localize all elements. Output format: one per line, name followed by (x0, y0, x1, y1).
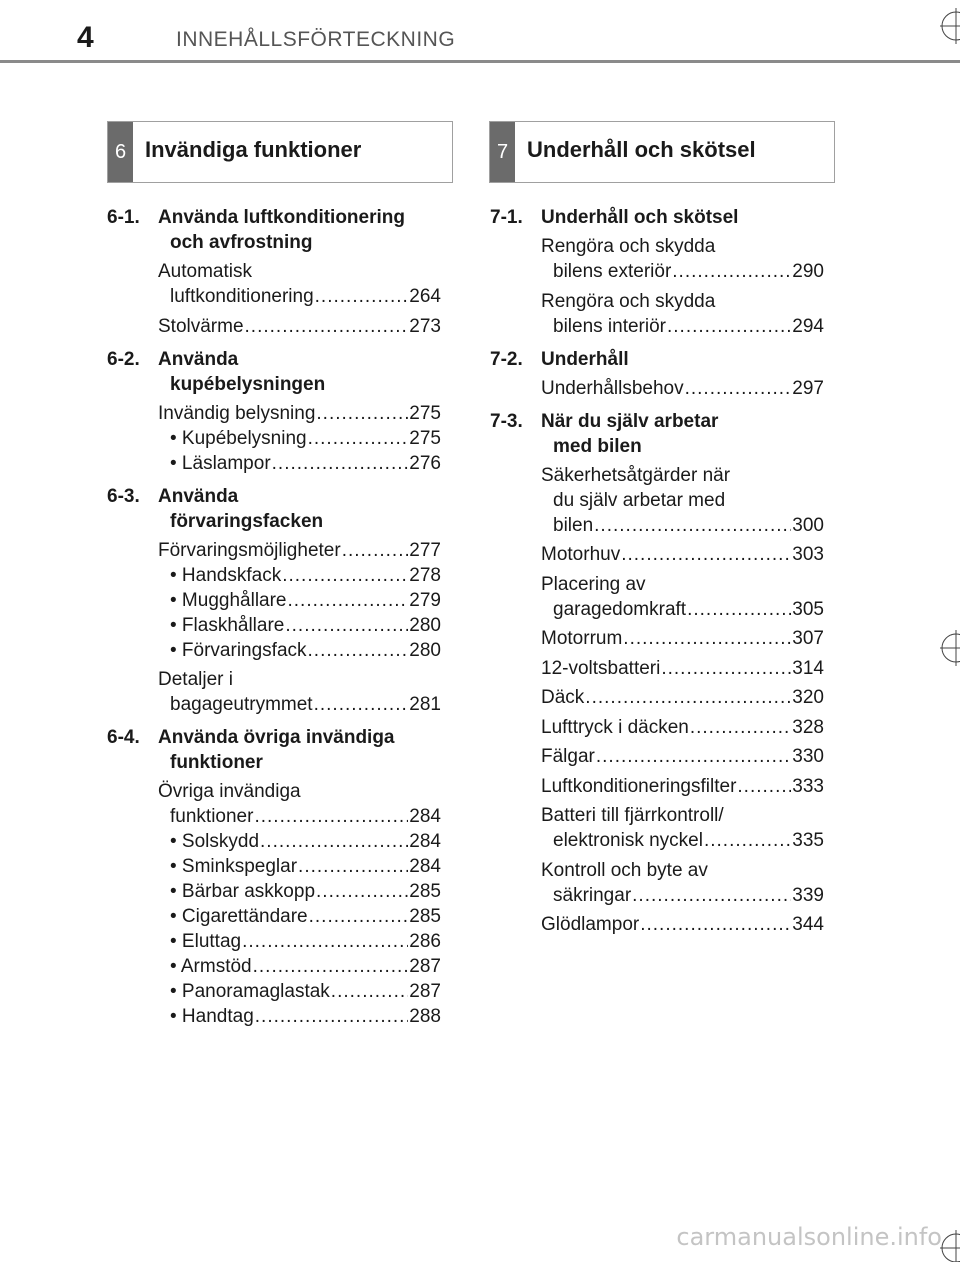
toc-bullet-entry[interactable] (107, 588, 441, 613)
entry-row (541, 376, 824, 401)
page-number-ref: 314 (792, 657, 824, 679)
entry-label: Lufttryck i däcken (541, 716, 689, 738)
subsection-code: 7-3. (490, 410, 523, 432)
page-number-ref: 281 (409, 694, 441, 715)
page-number-ref: 330 (792, 746, 824, 767)
entry-text-line: Placering av (541, 573, 646, 595)
entry-text-line: Automatisk (158, 261, 252, 282)
page-number-ref: 275 (409, 427, 441, 449)
dot-leader (672, 259, 791, 284)
page-number-ref: 284 (409, 831, 441, 852)
entry-label: Invändig belysning (158, 402, 316, 424)
subsection-title-line: förvaringsfacken (170, 510, 324, 532)
entry-row (158, 804, 441, 829)
dot-leader (690, 715, 791, 740)
page-number-ref: 280 (409, 614, 441, 636)
bullet-list (107, 829, 441, 1029)
section-header-6 (107, 121, 453, 183)
entry-label: • Sminkspeglar (170, 856, 298, 877)
toc-bullet-entry[interactable] (107, 638, 441, 663)
subsection-code: 6-2. (107, 348, 140, 370)
entry-label: Glödlampor (541, 914, 640, 935)
section-number: 7 (490, 122, 515, 182)
entry-row (541, 259, 824, 284)
page-number-ref: 277 (409, 539, 441, 561)
entry-label: • Förvaringsfack (170, 639, 307, 661)
dot-leader (331, 979, 409, 1004)
page-number-ref: 339 (792, 884, 824, 906)
dot-leader (314, 692, 409, 717)
subsection-code: 7-2. (490, 348, 523, 370)
subsection-heading[interactable] (107, 725, 441, 775)
toc-bullet-entry[interactable] (107, 563, 441, 588)
toc-entry[interactable] (490, 912, 824, 937)
entry-row (158, 401, 441, 426)
section-title: Invändiga funktioner (145, 137, 362, 162)
registration-mark-icon (940, 1226, 960, 1262)
dot-leader (288, 588, 409, 613)
page-number-ref: 287 (409, 956, 441, 977)
subsection-title (158, 484, 441, 534)
page-number-ref: 297 (792, 377, 824, 399)
subsection-code: 7-1. (490, 207, 523, 228)
entry-label: • Flaskhållare (170, 614, 285, 636)
registration-mark-icon (940, 630, 960, 666)
subsection-title-line: och avfrostning (170, 232, 313, 253)
toc-bullet-entry[interactable] (107, 451, 441, 476)
page-title: INNEHÅLLSFÖRTECKNING (176, 28, 456, 51)
subsection-title-line: Använda (158, 485, 239, 507)
dot-leader (667, 314, 791, 339)
page-number-ref: 333 (792, 775, 824, 797)
toc-entry[interactable] (107, 538, 441, 563)
dot-leader (585, 685, 791, 710)
entry-label: Stolvärme (158, 315, 244, 337)
toc-bullet-entry[interactable] (107, 954, 441, 979)
entry-text-line: du själv arbetar med (553, 489, 726, 511)
toc-subsection (107, 725, 441, 1029)
entry-text-line: Batteri till fjärrkontroll/ (541, 805, 724, 826)
entry-label: • Mugghållare (170, 589, 287, 611)
dot-leader (316, 401, 408, 426)
page-number-ref: 303 (792, 544, 824, 565)
subsection-heading[interactable] (490, 347, 824, 372)
entry-label: Underhållsbehov (541, 377, 684, 399)
page-number-ref: 287 (409, 981, 441, 1002)
dot-leader (737, 774, 791, 799)
dot-leader (685, 376, 792, 401)
entry-row (170, 613, 441, 638)
page-number-ref: 288 (409, 1006, 441, 1027)
toc-entry[interactable] (107, 259, 441, 309)
subsection-title (158, 205, 441, 255)
entry-row (170, 1004, 441, 1029)
page-number-ref: 294 (792, 315, 824, 337)
dot-leader (596, 744, 791, 769)
dot-leader (687, 597, 791, 622)
subsection-heading[interactable] (107, 205, 441, 255)
entry-row (541, 513, 824, 538)
entry-text-line: Säkerhetsåtgärder när (541, 464, 731, 486)
toc-column-right (490, 205, 824, 945)
dot-leader (661, 656, 791, 681)
page-number-ref: 286 (409, 931, 441, 952)
subsection-heading[interactable] (490, 205, 824, 230)
subsection-title (158, 347, 441, 397)
entry-text-line: Rengöra och skydda (541, 236, 716, 257)
entry-label: Däck (541, 687, 585, 708)
toc-entry[interactable] (490, 234, 824, 284)
entry-label: bilen (553, 514, 594, 536)
page-number-ref: 285 (409, 906, 441, 927)
dot-leader (621, 542, 791, 567)
page-number-ref: 284 (409, 856, 441, 877)
page-number-ref: 284 (409, 806, 441, 827)
dot-leader (245, 314, 409, 339)
page-number-ref: 344 (792, 914, 824, 935)
entry-row (170, 904, 441, 929)
subsection-code: 6-4. (107, 727, 140, 748)
dot-leader (308, 638, 409, 663)
toc-entry[interactable] (490, 463, 824, 538)
toc-bullet-entry[interactable] (107, 426, 441, 451)
dot-leader (309, 904, 409, 929)
entry-row (158, 314, 441, 339)
entry-label: elektronisk nyckel (553, 830, 703, 851)
entry-text-line: Rengöra och skydda (541, 290, 716, 312)
page-number-ref: 305 (792, 598, 824, 620)
page-number-ref: 335 (792, 830, 824, 851)
subsection-title-line: Underhåll och skötsel (541, 207, 739, 228)
subsection-title-line: Använda övriga invändiga (158, 727, 395, 748)
dot-leader (594, 513, 791, 538)
bullet-list (107, 563, 441, 663)
dot-leader (253, 954, 409, 979)
page-number-ref: 328 (792, 716, 824, 738)
dot-leader (298, 854, 408, 879)
dot-leader (704, 828, 791, 853)
entry-row (170, 929, 441, 954)
entry-row (541, 744, 824, 769)
subsection-title (541, 409, 824, 459)
dot-leader (640, 912, 791, 937)
entry-row (170, 854, 441, 879)
page-number: 4 (77, 21, 94, 54)
entry-row (541, 912, 824, 937)
page-number-ref: 275 (409, 402, 441, 424)
toc-bullet-entry[interactable] (107, 854, 441, 879)
subsection-title (541, 205, 824, 230)
toc-entry[interactable] (490, 376, 824, 401)
toc-subsection (107, 484, 441, 718)
toc-bullet-entry[interactable] (107, 904, 441, 929)
subsection-title-line: När du själv arbetar (541, 410, 719, 432)
dot-leader (254, 804, 408, 829)
dot-leader (623, 626, 791, 651)
page-number-ref: 290 (792, 261, 824, 282)
section-title: Underhåll och skötsel (527, 137, 756, 162)
entry-row (541, 626, 824, 651)
toc-entry[interactable] (490, 803, 824, 853)
entry-label: luftkonditionering (170, 286, 314, 307)
entry-label: 12-voltsbatteri (541, 657, 661, 679)
entry-label: • Handtag (170, 1006, 254, 1027)
dot-leader (255, 1004, 409, 1029)
subsection-title-line: funktioner (170, 752, 263, 773)
toc-entry[interactable] (107, 667, 441, 717)
registration-mark-icon (940, 8, 960, 44)
entry-row (170, 979, 441, 1004)
entry-label: • Handskfack (170, 564, 282, 586)
page-number-ref: 278 (409, 564, 441, 586)
toc-entry[interactable] (490, 289, 824, 339)
watermark: carmanualsonline.info (676, 1223, 942, 1251)
dot-leader (316, 879, 408, 904)
toc-subsection (490, 205, 824, 339)
entry-label: • Kupébelysning (170, 427, 307, 449)
subsection-title (541, 347, 824, 372)
entry-row (541, 774, 824, 799)
toc-subsection (490, 347, 824, 401)
dot-leader (282, 563, 408, 588)
entry-row (170, 563, 441, 588)
toc-bullet-entry[interactable] (107, 1004, 441, 1029)
subsection-code: 6-1. (107, 207, 140, 228)
entry-label: Motorhuv (541, 544, 621, 565)
dot-leader (308, 426, 409, 451)
toc-entry[interactable] (490, 858, 824, 908)
entry-text-line: Kontroll och byte av (541, 859, 708, 881)
page-number-ref: 280 (409, 639, 441, 661)
toc-entry[interactable] (490, 656, 824, 681)
entry-label: garagedomkraft (553, 598, 687, 620)
entry-label: bagageutrymmet (170, 694, 313, 715)
entry-row (541, 883, 824, 908)
toc-entry[interactable] (490, 774, 824, 799)
entry-label: • Bärbar askkopp (170, 881, 316, 902)
header-divider (0, 60, 960, 63)
entry-label: • Armstöd (170, 956, 252, 977)
entry-label: funktioner (170, 806, 254, 827)
entry-label: Fälgar (541, 746, 595, 767)
toc-bullet-entry[interactable] (107, 879, 441, 904)
dot-leader (315, 284, 409, 309)
entry-row (170, 879, 441, 904)
entry-row (541, 314, 824, 339)
bullet-list (107, 426, 441, 476)
subsection-heading[interactable] (107, 347, 441, 397)
page-number-ref: 300 (792, 514, 824, 536)
subsection-title-line: Underhåll (541, 348, 629, 370)
entry-text-line: Detaljer i (158, 669, 233, 690)
dot-leader (342, 538, 409, 563)
entry-row (158, 692, 441, 717)
toc-bullet-entry[interactable] (107, 613, 441, 638)
entry-label: bilens exteriör (553, 261, 672, 282)
dot-leader (272, 451, 409, 476)
subsection-heading[interactable] (107, 484, 441, 534)
subsection-heading[interactable] (490, 409, 824, 459)
entry-label: • Solskydd (170, 831, 260, 852)
entry-label: bilens interiör (553, 315, 666, 337)
entry-label: • Panoramaglastak (170, 981, 330, 1002)
toc-entry[interactable] (490, 715, 824, 740)
entry-row (541, 685, 824, 710)
subsection-title (158, 725, 441, 775)
entry-row (541, 715, 824, 740)
page-number-ref: 273 (409, 315, 441, 337)
entry-text-line: Övriga invändiga (158, 781, 301, 802)
toc-subsection (107, 347, 441, 476)
entry-row (541, 828, 824, 853)
subsection-title-line: Använda (158, 348, 239, 370)
entry-label: • Cigarettändare (170, 906, 308, 927)
toc-column-left (107, 205, 441, 1037)
page-number-ref: 285 (409, 881, 441, 902)
toc-entry[interactable] (490, 685, 824, 710)
entry-row (158, 538, 441, 563)
toc-subsection (490, 409, 824, 938)
subsection-code: 6-3. (107, 485, 140, 507)
toc-entry[interactable] (490, 572, 824, 622)
subsection-title-line: Använda luftkonditionering (158, 207, 405, 228)
entry-row (541, 656, 824, 681)
entry-row (541, 597, 824, 622)
toc-bullet-entry[interactable] (107, 829, 441, 854)
dot-leader (285, 613, 408, 638)
entry-row (170, 426, 441, 451)
dot-leader (260, 829, 408, 854)
entry-row (170, 638, 441, 663)
toc-entry[interactable] (107, 779, 441, 829)
page-number-ref: 320 (792, 687, 824, 708)
toc-bullet-entry[interactable] (107, 929, 441, 954)
entry-row (541, 542, 824, 567)
section-number: 6 (108, 122, 133, 182)
toc-entry[interactable] (107, 401, 441, 426)
subsection-title-line: kupébelysningen (170, 373, 326, 395)
entry-row (170, 829, 441, 854)
toc-entry[interactable] (490, 542, 824, 567)
toc-subsection (107, 205, 441, 339)
entry-label: • Läslampor (170, 452, 271, 474)
page-number-ref: 276 (409, 452, 441, 474)
entry-row (170, 588, 441, 613)
entry-row (158, 284, 441, 309)
toc-entry[interactable] (107, 314, 441, 339)
page-number-ref: 264 (409, 286, 441, 307)
page-number-ref: 279 (409, 589, 441, 611)
entry-row (170, 954, 441, 979)
entry-label: • Eluttag (170, 931, 242, 952)
entry-label: säkringar (553, 884, 632, 906)
entry-label: Motorrum (541, 628, 623, 649)
toc-entry[interactable] (490, 626, 824, 651)
section-header-7 (489, 121, 835, 183)
dot-leader (242, 929, 408, 954)
toc-bullet-entry[interactable] (107, 979, 441, 1004)
page-number-ref: 307 (792, 628, 824, 649)
dot-leader (632, 883, 791, 908)
entry-label: Luftkonditioneringsfilter (541, 775, 737, 797)
entry-row (170, 451, 441, 476)
toc-entry[interactable] (490, 744, 824, 769)
entry-label: Förvaringsmöjligheter (158, 539, 341, 561)
subsection-title-line: med bilen (553, 435, 642, 457)
